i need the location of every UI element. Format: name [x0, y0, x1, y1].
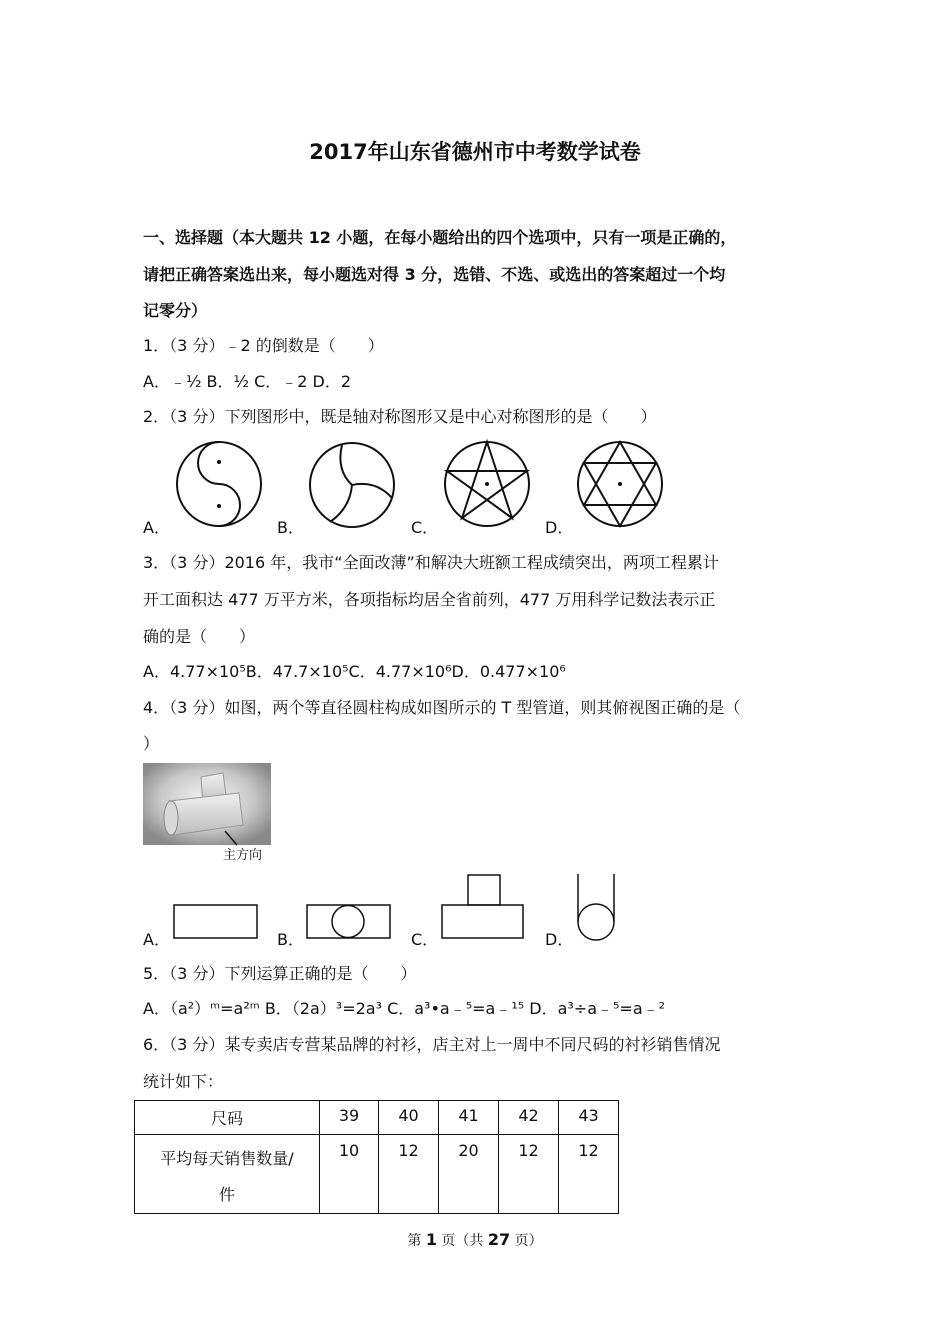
q2-label-a: A． — [143, 518, 170, 537]
q3-line-1: 3．（3 分）2016 年，我市“全面改薄”和解决大班额工程成绩突出，两项工程累计 — [143, 553, 719, 572]
section-heading-line-3: 记零分） — [143, 301, 208, 320]
footer-middle: 页（共 — [436, 1233, 488, 1249]
table-cell: 20 — [439, 1135, 499, 1214]
q2-figure-b-triskelion — [306, 440, 402, 532]
table-header-size: 尺码 — [135, 1101, 320, 1135]
q6-sales-table — [134, 1100, 619, 1214]
table-row — [135, 1135, 619, 1214]
q3-line-3: 确的是（ ） — [143, 627, 256, 646]
table-header-sales-line-1: 平均每天销售数量/ — [160, 1149, 294, 1168]
table-cell: 41 — [439, 1101, 499, 1135]
table-cell: 42 — [499, 1101, 559, 1135]
table-cell: 12 — [379, 1135, 439, 1214]
q3-line-2: 开工面积达 477 万平方米，各项指标均居全省前列，477 万用科学记数法表示正 — [143, 590, 716, 609]
q1-options: A．﹣½ B．½ C．﹣2 D．2 — [143, 372, 352, 391]
q4-line-2: ） — [143, 734, 160, 753]
q4-figure-b-rectangle-circle — [305, 903, 393, 941]
table-cell: 43 — [559, 1101, 619, 1135]
page-footer — [0, 1230, 950, 1250]
table-header-sales-line-2: 件 — [218, 1185, 235, 1204]
q4-label-d: D． — [545, 930, 574, 949]
footer-prefix: 第 — [407, 1233, 426, 1249]
q4-label-c: C． — [411, 930, 439, 949]
q2-stem: 2．（3 分）下列图形中，既是轴对称图形又是中心对称图形的是（ ） — [143, 407, 657, 426]
table-cell: 12 — [559, 1135, 619, 1214]
footer-suffix: 页） — [510, 1233, 543, 1249]
table-header-sales — [135, 1135, 320, 1214]
q4-line-1: 4．（3 分）如图，两个等直径圆柱构成如图所示的 T 型管道，则其俯视图正确的是（ — [143, 698, 741, 717]
q3-options: A．4.77×10⁵B．47.7×10⁵C．4.77×10⁶D．0.477×10⁶ — [143, 662, 566, 681]
q2-label-b: B． — [277, 518, 304, 537]
q2-figure-d-hexagram — [574, 438, 670, 530]
table-cell: 39 — [320, 1101, 379, 1135]
q5-stem: 5．（3 分）下列运算正确的是（ ） — [143, 964, 417, 983]
q4-figure-d-tube — [574, 872, 618, 942]
q6-line-1: 6．（3 分）某专卖店专营某品牌的衬衫，店主对上一周中不同尺码的衬衫销售情况 — [143, 1035, 721, 1054]
q2-figure-c-pentagram — [440, 438, 536, 530]
q4-figure-c-t-shape — [440, 873, 526, 941]
q6-line-2: 统计如下： — [143, 1072, 224, 1091]
page-title: 2017年山东省德州市中考数学试卷 — [309, 140, 641, 164]
table-cell: 40 — [379, 1101, 439, 1135]
footer-page-number: 1 — [425, 1230, 437, 1249]
table-row — [135, 1101, 619, 1135]
section-heading-line-2: 请把正确答案选出来，每小题选对得 3 分，选错、不选、或选出的答案超过一个均 — [143, 265, 726, 284]
q2-label-c: C． — [411, 518, 439, 537]
q4-t-pipe-image — [143, 763, 271, 863]
q4-label-a: A． — [143, 930, 170, 949]
section-heading-line-1: 一、选择题（本大题共 12 小题，在每小题给出的四个选项中，只有一项是正确的， — [143, 228, 737, 247]
q5-options: A．（a²）ᵐ=a²ᵐ B．（2a）³=2a³ C．a³•a﹣⁵=a﹣¹⁵ D．a³÷a﹣⁵=a﹣² — [143, 999, 666, 1018]
q2-label-d: D． — [545, 518, 574, 537]
table-cell: 12 — [499, 1135, 559, 1214]
q4-figure-a-rectangle — [172, 903, 260, 941]
footer-total-pages: 27 — [487, 1230, 511, 1249]
q2-figure-a-yin-yang — [174, 440, 270, 530]
q4-label-b: B． — [277, 930, 304, 949]
q4-image-caption: 主方向 — [223, 848, 263, 863]
q1-stem: 1．（3 分）﹣2 的倒数是（ ） — [143, 336, 384, 355]
table-cell: 10 — [320, 1135, 379, 1214]
